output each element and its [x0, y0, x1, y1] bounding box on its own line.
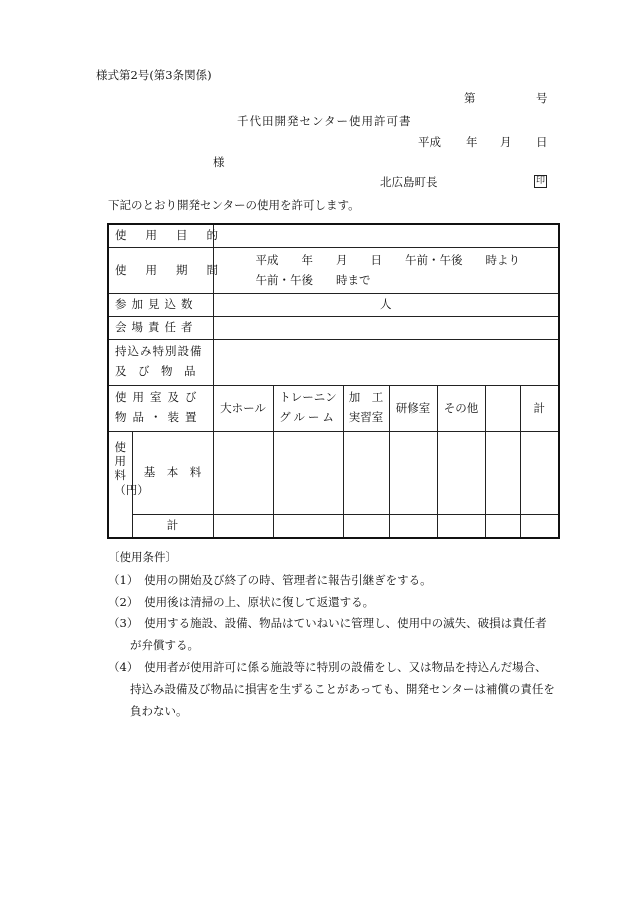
addressee-honorific: 様: [213, 155, 225, 169]
date-month: 月: [500, 135, 512, 149]
basic-fee-label-cell: [132, 431, 213, 514]
row-equipment: [108, 339, 559, 385]
condition-text: 使用後は清掃の上、原状に復して返還する。: [144, 595, 375, 609]
date-day: 日: [536, 135, 548, 149]
issuer-name: 北広島町長: [380, 175, 438, 189]
fee-total-training-room[interactable]: [273, 514, 343, 538]
condition-number: （4）: [108, 660, 133, 674]
basic-fee-other[interactable]: [437, 431, 485, 514]
basic-fee-blank[interactable]: [485, 431, 520, 514]
condition-number: （2）: [108, 595, 133, 609]
rooms-label-cell: [108, 385, 213, 431]
manager-label-cell: [108, 316, 213, 339]
attendance-unit: 人: [380, 297, 392, 312]
fee-total-workshop[interactable]: [343, 514, 389, 538]
condition-item-4-continued-1: 持込み設備及び物品に損害を生ずることがあっても、開発センターは補償の責任を: [130, 682, 555, 696]
attendance-label-cell: [108, 293, 213, 316]
manager-value-cell[interactable]: [213, 316, 559, 339]
condition-number: （1）: [108, 573, 133, 587]
row-attendance: [108, 293, 559, 316]
period-line-2: 午前・午後 時まで: [255, 273, 371, 287]
rooms-label-line-2: 物品・装置: [115, 410, 203, 424]
condition-item-4-continued-2: 負わない。: [130, 704, 188, 718]
rooms-label-line-1: 使用室及び: [115, 390, 203, 405]
condition-text: 使用の開始及び終了の時、管理者に報告引継ぎをする。: [144, 573, 432, 587]
room-header-total: 計: [520, 385, 559, 431]
date-year: 年: [466, 135, 478, 149]
condition-item-3-continued: が弁償する。: [130, 638, 199, 652]
equipment-label-line-2: 及 び 物 品: [115, 364, 196, 378]
document-title: 千代田開発センター使用許可書: [237, 114, 412, 128]
condition-text: 使用者が使用許可に係る施設等に特別の設備をし、又は物品を持込んだ場合、: [144, 660, 547, 674]
form-number-label: 様式第2号(第3条関係): [96, 68, 212, 82]
fee-total-main-hall[interactable]: [213, 514, 273, 538]
purpose-label-cell: [108, 224, 237, 247]
room-header-training-hall: 研修室: [389, 385, 437, 431]
room-header-workshop: 加 工 実習室: [343, 385, 389, 431]
basic-fee-training-hall[interactable]: [389, 431, 437, 514]
condition-text: 使用する施設、設備、物品はていねいに管理し、使用中の滅失、破損は責任者: [144, 616, 547, 630]
conditions-heading: 〔使用条件〕: [108, 550, 177, 564]
fee-total-grand[interactable]: [520, 514, 559, 538]
period-line-1: 平成 年 月 日 午前・午後 時より: [255, 252, 520, 267]
row-manager: [108, 316, 559, 339]
condition-item-1: [108, 575, 432, 587]
basic-fee-training-room[interactable]: [273, 431, 343, 514]
fee-total-label: 計: [166, 518, 179, 533]
document-number-go: 号: [536, 91, 548, 105]
room-header-other: その他: [437, 385, 485, 431]
fee-total-training-hall[interactable]: [389, 514, 437, 538]
equipment-value-cell[interactable]: [213, 339, 559, 385]
intro-text: 下記のとおり開発センターの使用を許可します。: [108, 198, 360, 212]
period-label: 使用期間: [115, 262, 237, 277]
fee-label: 使用料（円）: [114, 439, 149, 497]
attendance-value-cell[interactable]: [213, 293, 559, 316]
fee-label-cell: [108, 431, 149, 538]
row-period: [108, 247, 559, 293]
basic-fee-label: 基 本 料: [143, 465, 202, 480]
fee-total-blank[interactable]: [485, 514, 520, 538]
row-rooms: [108, 385, 559, 431]
seal-icon: 印: [535, 176, 545, 186]
document-number-dai: 第: [464, 91, 476, 105]
room-header-training-room: トレーニン グルーム: [273, 385, 343, 431]
date-era: 平成: [418, 135, 441, 149]
row-purpose: [108, 224, 559, 247]
condition-item-4: [108, 662, 547, 674]
condition-number: （3）: [108, 616, 133, 630]
basic-fee-total[interactable]: [520, 431, 559, 514]
condition-item-3: [108, 618, 547, 630]
row-fee-total: [108, 514, 559, 538]
condition-item-2: [108, 597, 374, 609]
basic-fee-workshop[interactable]: [343, 431, 389, 514]
purpose-value-cell[interactable]: [213, 224, 559, 247]
row-basic-fee: [108, 431, 559, 514]
period-value-cell[interactable]: [213, 247, 559, 293]
attendance-label: 参加見込数: [115, 297, 198, 312]
basic-fee-main-hall[interactable]: [213, 431, 273, 514]
room-header-main-hall: 大ホール: [213, 385, 273, 431]
room-header-blank: [485, 385, 520, 431]
period-label-cell: [108, 247, 237, 293]
manager-label: 会場責任者: [115, 320, 198, 335]
permit-form-table: [107, 223, 560, 539]
fee-total-label-cell: [132, 514, 213, 538]
equipment-label-cell: [108, 339, 213, 385]
equipment-label-line-1: 持込み特別設備: [115, 344, 203, 359]
fee-total-other[interactable]: [437, 514, 485, 538]
purpose-label: 使用目的: [115, 228, 237, 243]
